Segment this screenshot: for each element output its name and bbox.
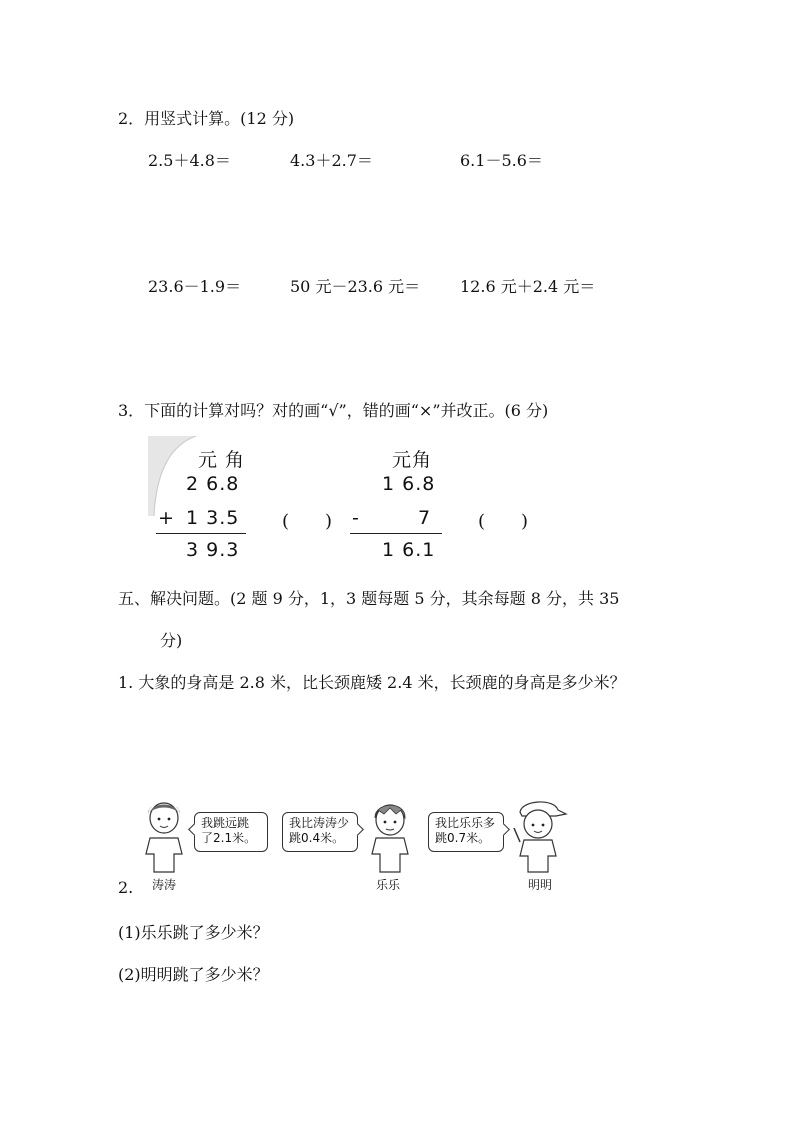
q2-equation-1: 2.5＋4.8＝ [148, 151, 231, 170]
problem-2-sub2: (2)明明跳了多少米？ [118, 965, 269, 984]
section5-title-cont: 分) [160, 631, 183, 650]
calc1-second: 1 3.5 [186, 507, 240, 529]
answer-paren-2[interactable]: ( ) [478, 511, 529, 532]
answer-paren-1[interactable]: ( ) [282, 511, 333, 532]
boy-taotao-illustration [140, 796, 188, 874]
name-mingming: 明明 [528, 878, 553, 892]
boy-mingming-illustration [512, 798, 568, 874]
q2-equation-2: 4.3＋2.7＝ [290, 151, 373, 170]
calc1-result: 3 9.3 [186, 539, 240, 561]
calc1-top: 2 6.8 [186, 473, 240, 495]
bubble-mingming-line2: 跳0.7米。 [435, 831, 491, 845]
calc2-top: 1 6.8 [382, 473, 436, 495]
q2-equation-6: 12.6 元＋2.4 元＝ [460, 277, 596, 296]
calc1-operator: + [158, 507, 175, 529]
calc1-rule [156, 533, 246, 534]
bubble-lele-line1: 我比涛涛少 [289, 816, 350, 830]
calc2-operator: - [352, 507, 360, 529]
name-lele: 乐乐 [376, 878, 401, 892]
calc2-second: 7 [418, 507, 432, 529]
boy-lele-illustration [366, 798, 414, 874]
section5-title: 五、解决问题。(2 题 9 分，1，3 题每题 5 分，其余每题 8 分，共 35 [118, 589, 620, 608]
speech-bubble-mingming [428, 812, 504, 852]
calc2-rule [350, 533, 442, 534]
problem-2-sub1: (1)乐乐跳了多少米？ [118, 923, 269, 942]
q2-equation-5: 50 元－23.6 元＝ [290, 277, 421, 296]
speech-bubble-lele [282, 812, 358, 852]
q2-equation-4: 23.6－1.9＝ [148, 277, 242, 296]
bubble-taotao-line2: 了2.1米。 [201, 831, 257, 845]
q3-title: 3．下面的计算对吗？对的画“√”，错的画“×”并改正。(6 分) [118, 401, 549, 420]
bubble-taotao-line1: 我跳远跳 [201, 816, 250, 830]
problem-2-number: 2. [118, 878, 134, 897]
calc2-header: 元角 [392, 449, 433, 471]
q2-title: 2．用竖式计算。(12 分) [118, 109, 295, 128]
q2-equation-3: 6.1－5.6＝ [460, 151, 543, 170]
name-taotao: 涛涛 [152, 878, 177, 892]
speech-bubble-taotao [194, 812, 268, 852]
calc1-header: 元 角 [198, 449, 246, 471]
bubble-lele-line2: 跳0.4米。 [289, 831, 345, 845]
bubble-mingming-line1: 我比乐乐多 [435, 816, 496, 830]
calc2-result: 1 6.1 [382, 539, 436, 561]
problem-1-text: 1. 大象的身高是 2.8 米，比长颈鹿矮 2.4 米，长颈鹿的身高是多少米？ [118, 673, 626, 692]
